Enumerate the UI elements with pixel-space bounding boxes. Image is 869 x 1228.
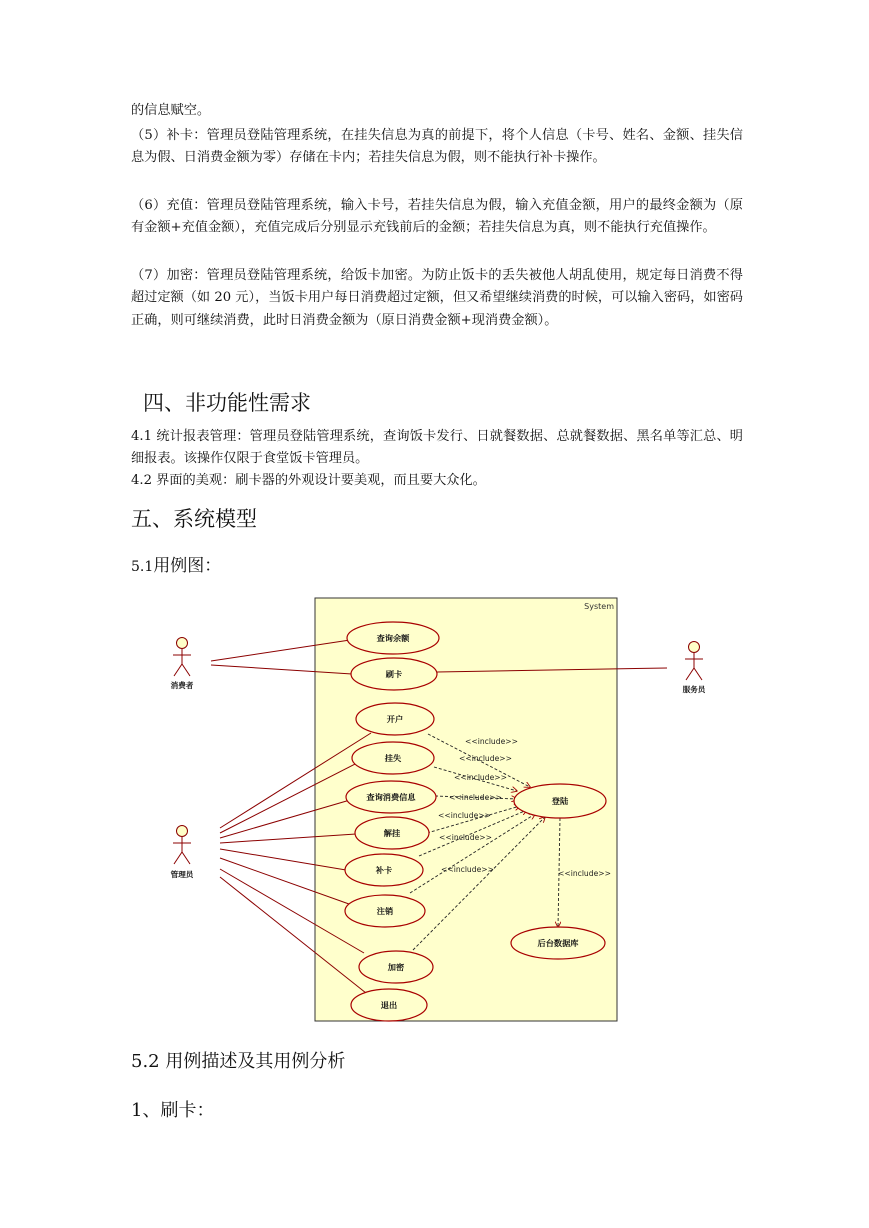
paragraph-4-2: 4.2 界面的美观：刷卡器的外观设计要美观，而且要大众化。 [131,473,486,488]
use-case-label: 刷卡 [385,669,403,679]
use-case-label: 补卡 [375,865,393,875]
include-label: <<include>> [454,773,507,782]
actor-head-icon [689,642,700,653]
use-case-label: 登陆 [551,796,569,806]
include-label: <<include>> [558,869,611,878]
include-label: <<include>> [465,737,518,746]
use-case-label: 开户 [386,714,404,724]
include-label: <<include>> [439,833,492,842]
paragraph-item-5: （5）补卡：管理员登陆管理系统，在挂失信息为真的前提下，将个人信息（卡号、姓名、金额、挂失信息为假、日消费金额为零）存储在卡内；若挂失信息为假，则不能执行补卡操作。 [131,128,743,166]
actor-head-icon [177,826,188,837]
paragraph-item-7: （7）加密：管理员登陆管理系统，给饭卡加密。为防止饭卡的丢失被他人胡乱使用，规定每日消费不得超过定额（如 20 元），当饭卡用户每日消费超过定额，但又希望继续消费的时候，可以输入密码，如密码正确，则可继续消费，此时日消费金额为（原日消费金额+现消费金额）。 [131,268,743,328]
use-case-label: 查询消费信息 [366,792,416,802]
section-heading-5: 五、系统模型 [131,507,257,531]
section-heading-4: 四、非功能性需求 [143,391,311,415]
actor-label-server: 服务员 [682,685,706,694]
actor-head-icon [177,638,188,649]
use-case-label: 注销 [376,906,394,916]
paragraph-4-1: 4.1 统计报表管理：管理员登陆管理系统，查询饭卡发行、日就餐数据、总就餐数据、黑名单等汇总、明细报表。该操作仅限于食堂饭卡管理员。 [131,429,743,467]
include-label: <<include>> [449,793,502,802]
actor-label-consumer: 消费者 [170,681,194,690]
actor-consumer [173,638,191,677]
actor-label-admin: 管理员 [170,870,194,879]
use-case-label: 挂失 [384,753,402,763]
item-heading-1: 1、刷卡： [131,1100,215,1121]
actor-server [685,642,703,681]
actor-admin [173,826,191,865]
subsection-title: 用例图： [153,556,222,576]
subsection-number: 5.1 [131,559,154,575]
use-case-label: 加密 [387,962,405,972]
include-label: <<include>> [441,865,494,874]
use-case-label: 后台数据库 [537,938,579,948]
subsection-heading-5-2: 5.2 用例描述及其用例分析 [131,1051,346,1072]
use-case-label: 解挂 [383,828,401,838]
use-case-label: 查询余额 [376,633,410,643]
include-label: <<include>> [459,754,512,763]
use-case-label: 退出 [380,1000,398,1010]
system-label: System [584,602,614,611]
paragraph-continuation: 的信息赋空。 [131,103,211,118]
paragraph-item-6: （6）充值：管理员登陆管理系统，输入卡号，若挂失信息为假，输入充值金额，用户的最终金额为（原有金额+充值金额），充值完成后分别显示充钱前后的金额；若挂失信息为真，则不能执行充值操作。 [131,198,743,236]
include-label: <<include>> [438,811,491,820]
